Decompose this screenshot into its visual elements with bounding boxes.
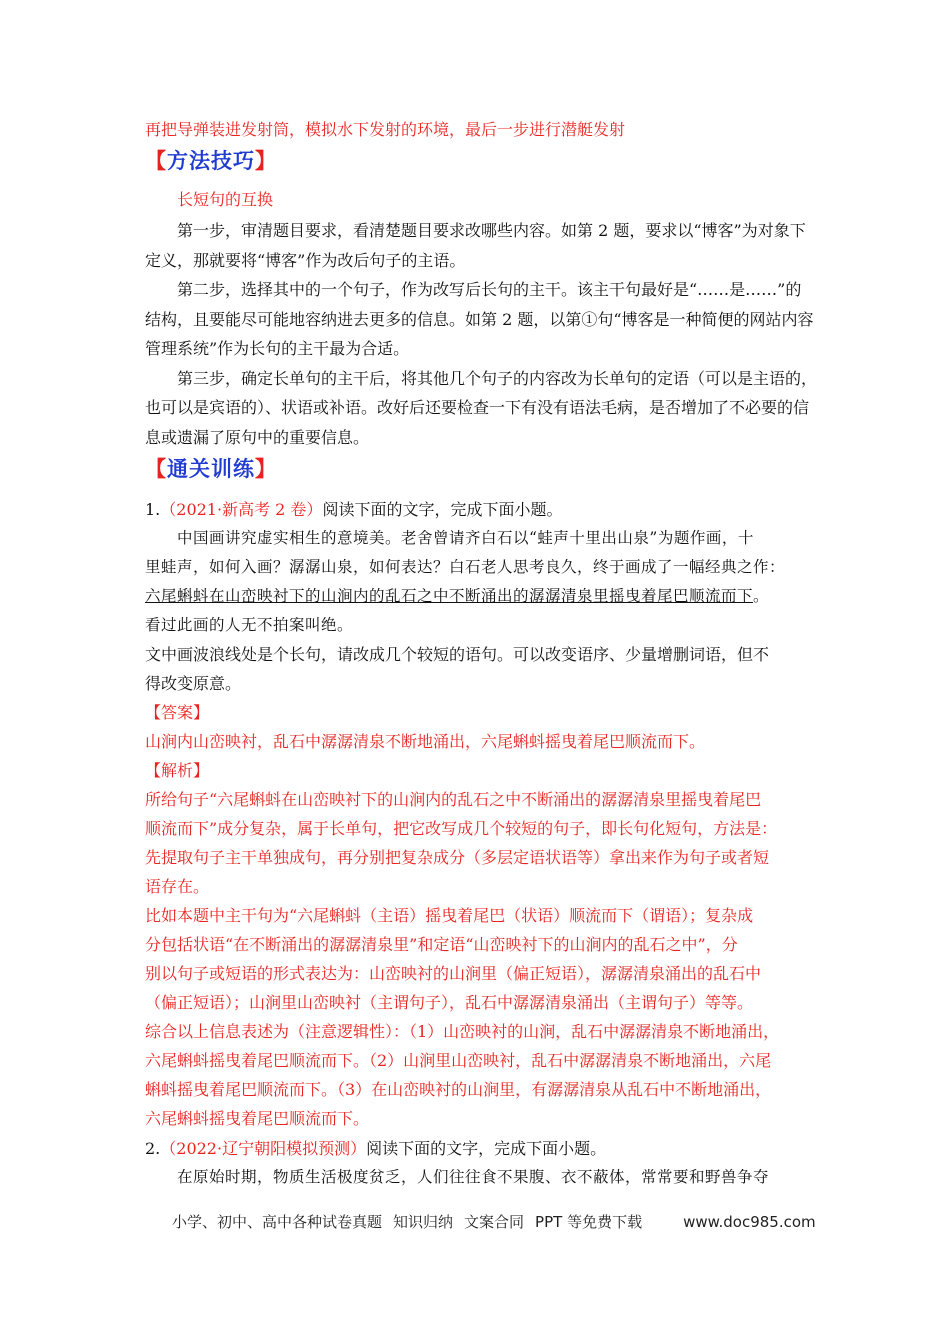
q2-passage-line: 在原始时期，物质生活极度贫乏，人们往往食不果腹、衣不蔽体，常常要和野兽争夺 <box>177 1168 770 1186</box>
q1-analysis-line: 语存在。 <box>145 877 210 896</box>
bracket-open: 【 <box>145 457 167 481</box>
footer-item: 知识归纳 <box>393 1213 454 1231</box>
q1-analysis-line: 先提取句子主干单独成句，再分别把复杂成分（多层定语状语等）拿出来作为句子或者短 <box>145 848 770 867</box>
q1-analysis-line: 别以句子或短语的形式表达为：山峦映衬的山涧里（偏正短语），潺潺清泉涌出的乱石中 <box>145 964 762 983</box>
q1-analysis-line: 六尾蝌蚪摇曳着尾巴顺流而下。（2）山涧里山峦映衬，乱石中潺潺清泉不断地涌出，六尾 <box>145 1051 772 1070</box>
q1-analysis-label: 【解析】 <box>145 761 210 780</box>
q1-analysis-line: 比如本题中主干句为“六尾蝌蚪（主语）摇曳着尾巴（状语）顺流而下（谓语）；复杂成 <box>145 906 754 925</box>
q2-header <box>145 1134 817 1163</box>
top-line <box>145 115 817 144</box>
bracket-close: 】 <box>255 149 277 173</box>
methods-subtitle-text: 长短句的互换 <box>177 190 274 209</box>
footer-item: 小学、初中、高中各种试卷真题 <box>172 1213 383 1231</box>
footer-item: 文案合同 <box>464 1213 525 1231</box>
q1-answer: 山涧内山峦映衬，乱石中潺潺清泉不断地涌出，六尾蝌蚪摇曳着尾巴顺流而下。 <box>145 732 706 751</box>
q1-header <box>145 495 817 524</box>
method-step-3: 第三步，确定长单句的主干后，将其他几个句子的内容改为长单句的定语（可以是主语的，也可以是宾语的）、状语或补语。改好后还要检查一下有没有语法毛病，是否增加了不必要的信息或遗漏了原句中的重要信息。 <box>145 368 818 447</box>
methods-body <box>145 216 817 452</box>
method-step-2: 第二步，选择其中的一个句子，作为改写后长句的主干。该主干句最好是“……是……”的结构，且要能尽可能地容纳进去更多的信息。如第 2 题，以第①句“博客是一种简便的网站内容管理系统”作为长句的主干最为合适。 <box>145 280 814 358</box>
q1-analysis-line: 综合以上信息表述为（注意逻辑性）：（1）山峦映衬的山涧，乱石中潺潺清泉不断地涌出， <box>145 1022 780 1041</box>
bracket-open: 【 <box>145 149 167 173</box>
bracket-close: 】 <box>255 457 277 481</box>
q1-analysis-line: 所给句子“六尾蝌蚪在山峦映衬下的山涧内的乱石之中不断涌出的潺潺清泉里摇曳着尾巴 <box>145 790 762 809</box>
q2-source: （2022·辽宁朝阳模拟预测） <box>160 1139 367 1158</box>
q1-underlined-sentence: 六尾蝌蚪在山峦映衬下的山涧内的乱石之中不断涌出的潺潺清泉里摇曳着尾巴顺流而下 <box>145 587 754 605</box>
page-footer <box>172 1211 816 1232</box>
q1-passage-line-1: 中国画讲究虚实相生的意境美。老舍曾请齐白石以“蛙声十里出山泉”为题作画，十 <box>177 529 754 547</box>
training-title: 通关训练 <box>167 457 255 481</box>
q1-passage-line-2: 里蛙声，如何入画？潺潺山泉，如何表达？白石老人思考良久，终于画成了一幅经典之作： <box>145 558 786 576</box>
q1-period: 。 <box>753 587 770 605</box>
training-heading <box>145 453 277 483</box>
q1-prompt: 阅读下面的文字，完成下面小题。 <box>322 500 563 519</box>
q1-analysis-line: 蝌蚪摇曳着尾巴顺流而下。（3）在山峦映衬的山涧里，有潺潺清泉从乱石中不断地涌出， <box>145 1080 772 1099</box>
footer-site-link[interactable]: www.doc985.com <box>683 1213 816 1231</box>
q1-passage-line-4: 看过此画的人无不拍案叫绝。 <box>145 616 354 634</box>
q1-answer-label: 【答案】 <box>145 703 210 722</box>
q1-analysis-line: 分包括状语“在不断涌出的潺潺清泉里”和定语“山峦映衬下的山涧内的乱石之中”，分 <box>145 935 738 954</box>
question-2 <box>145 1134 817 1192</box>
methods-subtitle <box>177 185 817 214</box>
q1-task-line-2: 得改变原意。 <box>145 674 242 693</box>
q1-task-line-1: 文中画波浪线处是个长句，请改成几个较短的语句。可以改变语序、少量增删词语，但不 <box>145 645 770 664</box>
footer-item: PPT 等免费下载 <box>535 1213 643 1231</box>
methods-heading <box>145 145 277 175</box>
q1-number: 1. <box>145 500 161 519</box>
question-1 <box>145 495 817 1133</box>
q2-prompt: 阅读下面的文字，完成下面小题。 <box>366 1139 607 1158</box>
q1-passage-line-3 <box>145 582 817 611</box>
methods-title: 方法技巧 <box>167 149 255 173</box>
q1-analysis-line: 顺流而下”成分复杂，属于长单句，把它改写成几个较短的句子，即长句化短句，方法是： <box>145 819 778 838</box>
method-step-1: 第一步，审清题目要求，看清楚题目要求改哪些内容。如第 2 题，要求以“博客”为对象下定义，那就要将“博客”作为改后句子的主语。 <box>145 221 806 270</box>
q2-number: 2. <box>145 1139 161 1158</box>
q1-source: （2021·新高考 2 卷） <box>160 500 323 519</box>
q1-analysis-line: （偏正短语）；山涧里山峦映衬（主谓句子），乱石中潺潺清泉涌出（主谓句子）等等。 <box>145 993 754 1012</box>
top-line-text: 再把导弹装进发射筒，模拟水下发射的环境，最后一步进行潜艇发射 <box>145 120 626 139</box>
q1-analysis-line: 六尾蝌蚪摇曳着尾巴顺流而下。 <box>145 1109 370 1128</box>
